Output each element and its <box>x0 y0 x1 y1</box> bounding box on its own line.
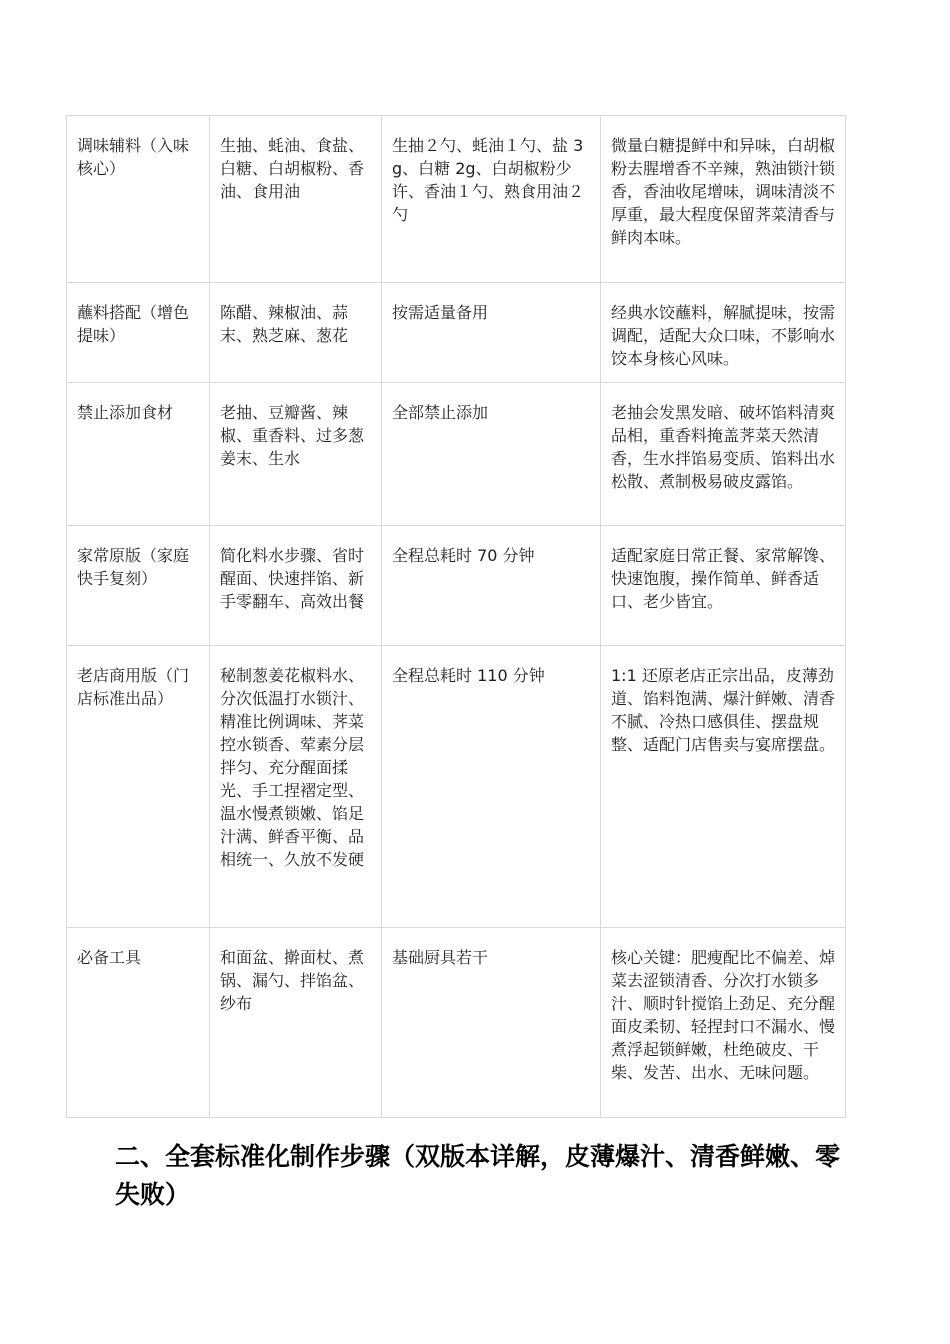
section-heading: 二、全套标准化制作步骤（双版本详解，皮薄爆汁、清香鲜嫩、零失败） <box>115 1142 841 1209</box>
table-cell-note: 经典水饺蘸料，解腻提味，按需调配，适配大众口味，不影响水饺本身核心风味。 <box>601 283 846 383</box>
table-row <box>67 646 846 928</box>
table-cell-items: 陈醋、辣椒油、蒜末、熟芝麻、葱花 <box>210 283 382 383</box>
table-cell-amount: 全程总耗时 110 分钟 <box>382 646 601 928</box>
table-cell-amount: 生抽２勺、蚝油１勺、盐 3g、白糖 2g、白胡椒粉少许、香油１勺、熟食用油２勺 <box>382 116 601 283</box>
table-cell-amount: 全程总耗时 70 分钟 <box>382 526 601 646</box>
table-cell-category: 家常原版（家庭快手复刻） <box>67 526 210 646</box>
table-cell-items: 和面盆、擀面杖、煮锅、漏勺、拌馅盆、纱布 <box>210 928 382 1118</box>
table-row <box>67 526 846 646</box>
table-cell-amount: 按需适量备用 <box>382 283 601 383</box>
table-cell-items: 老抽、豆瓣酱、辣椒、重香料、过多葱姜末、生水 <box>210 383 382 526</box>
table-cell-note: 老抽会发黑发暗、破坏馅料清爽品相，重香料掩盖荠菜天然清香，生水拌馅易变质、馅料出水松散、煮制极易破皮露馅。 <box>601 383 846 526</box>
table-cell-note: 微量白糖提鲜中和异味，白胡椒粉去腥增香不辛辣，熟油锁汁锁香，香油收尾增味，调味清淡不厚重，最大程度保留荠菜清香与鲜肉本味。 <box>601 116 846 283</box>
table-cell-amount: 全部禁止添加 <box>382 383 601 526</box>
table-cell-items: 简化料水步骤、省时醒面、快速拌馅、新手零翻车、高效出餐 <box>210 526 382 646</box>
table-cell-amount: 基础厨具若干 <box>382 928 601 1118</box>
table-cell-category: 老店商用版（门店标准出品） <box>67 646 210 928</box>
table-cell-category: 调味辅料（入味核心） <box>67 116 210 283</box>
table-row <box>67 283 846 383</box>
table-cell-note: 核心关键：肥瘦配比不偏差、焯菜去涩锁清香、分次打水锁多汁、顺时针搅馅上劲足、充分醒面皮柔韧、轻捏封口不漏水、慢煮浮起锁鲜嫩，杜绝破皮、干柴、发苦、出水、无味问题。 <box>601 928 846 1118</box>
table-cell-note: 1:1 还原老店正宗出品，皮薄劲道、馅料饱满、爆汁鲜嫩、清香不腻、冷热口感俱佳、摆盘规整、适配门店售卖与宴席摆盘。 <box>601 646 846 928</box>
table-cell-items: 秘制葱姜花椒料水、分次低温打水锁汁、精准比例调味、荠菜控水锁香、荤素分层拌匀、充分醒面揉光、手工捏褶定型、温水慢煮锁嫩、馅足汁满、鲜香平衡、品相统一、久放不发硬 <box>210 646 382 928</box>
table-cell-category: 禁止添加食材 <box>67 383 210 526</box>
table-row <box>67 116 846 283</box>
table-cell-items: 生抽、蚝油、食盐、白糖、白胡椒粉、香油、食用油 <box>210 116 382 283</box>
ingredient-spec-table <box>66 115 846 1118</box>
table-cell-category: 必备工具 <box>67 928 210 1118</box>
table-row <box>67 383 846 526</box>
table-cell-note: 适配家庭日常正餐、家常解馋、快速饱腹，操作简单、鲜香适口、老少皆宜。 <box>601 526 846 646</box>
table-cell-category: 蘸料搭配（增色提味） <box>67 283 210 383</box>
table-row <box>67 928 846 1118</box>
